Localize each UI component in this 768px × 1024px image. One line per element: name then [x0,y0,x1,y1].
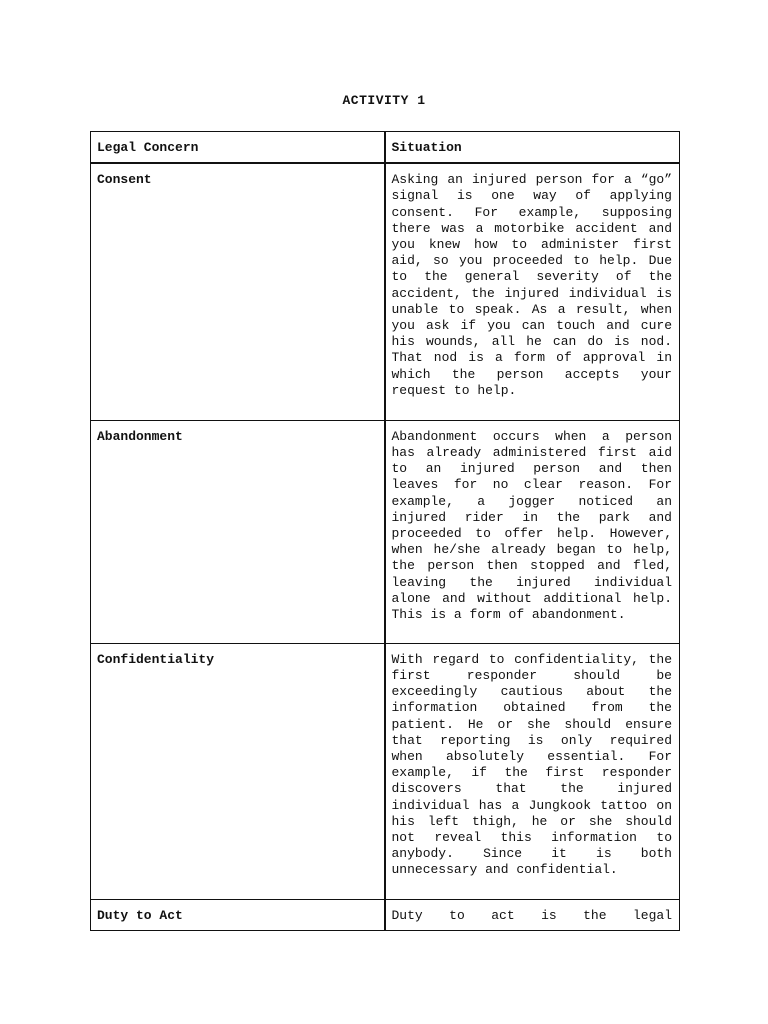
table-row [91,899,680,930]
situation-text: Abandonment occurs when a person has already administered first aid to an injured person and then leaves for no clear reason. For example, a jogger noticed an injured rider in the park and proceeded to offer help. However, when he/she already began to help, the person then stopped and fled, leaving the injured individual alone and without additional help. This is a form of abandonment. [385,420,680,643]
situation-text: With regard to confidentiality, the first responder should be exceedingly cautious about the information obtained from the patient. He or she should ensure that reporting is only required when absolutely essential. For example, if the first responder discovers that the injured individual has a Jungkook tattoo on his left thigh, he or she should not reveal this information to anybody. Since it is both unnecessary and confidential. [385,643,680,899]
concern-label: Abandonment [91,420,385,643]
concern-label: Duty to Act [91,899,385,930]
document-title: ACTIVITY 1 [342,93,426,108]
table-row [91,163,680,420]
table-row [91,420,680,643]
header-legal-concern: Legal Concern [91,132,385,164]
situation-text: Asking an injured person for a “go” signal is one way of applying consent. For example, supposing there was a motorbike accident and you knew how to administer first aid, so you proceeded to help. Due to the general severity of the accident, the injured individual is unable to speak. As a result, when you ask if you can touch and cure his wounds, all he can do is nod. That nod is a form of approval in which the person accepts your request to help. [385,163,680,420]
situation-text: Duty to act is the legal [385,899,680,930]
table-header-row [91,132,680,164]
concern-label: Consent [91,163,385,420]
table-row [91,643,680,899]
legal-concerns-table [90,131,680,931]
header-situation: Situation [385,132,680,164]
concern-label: Confidentiality [91,643,385,899]
